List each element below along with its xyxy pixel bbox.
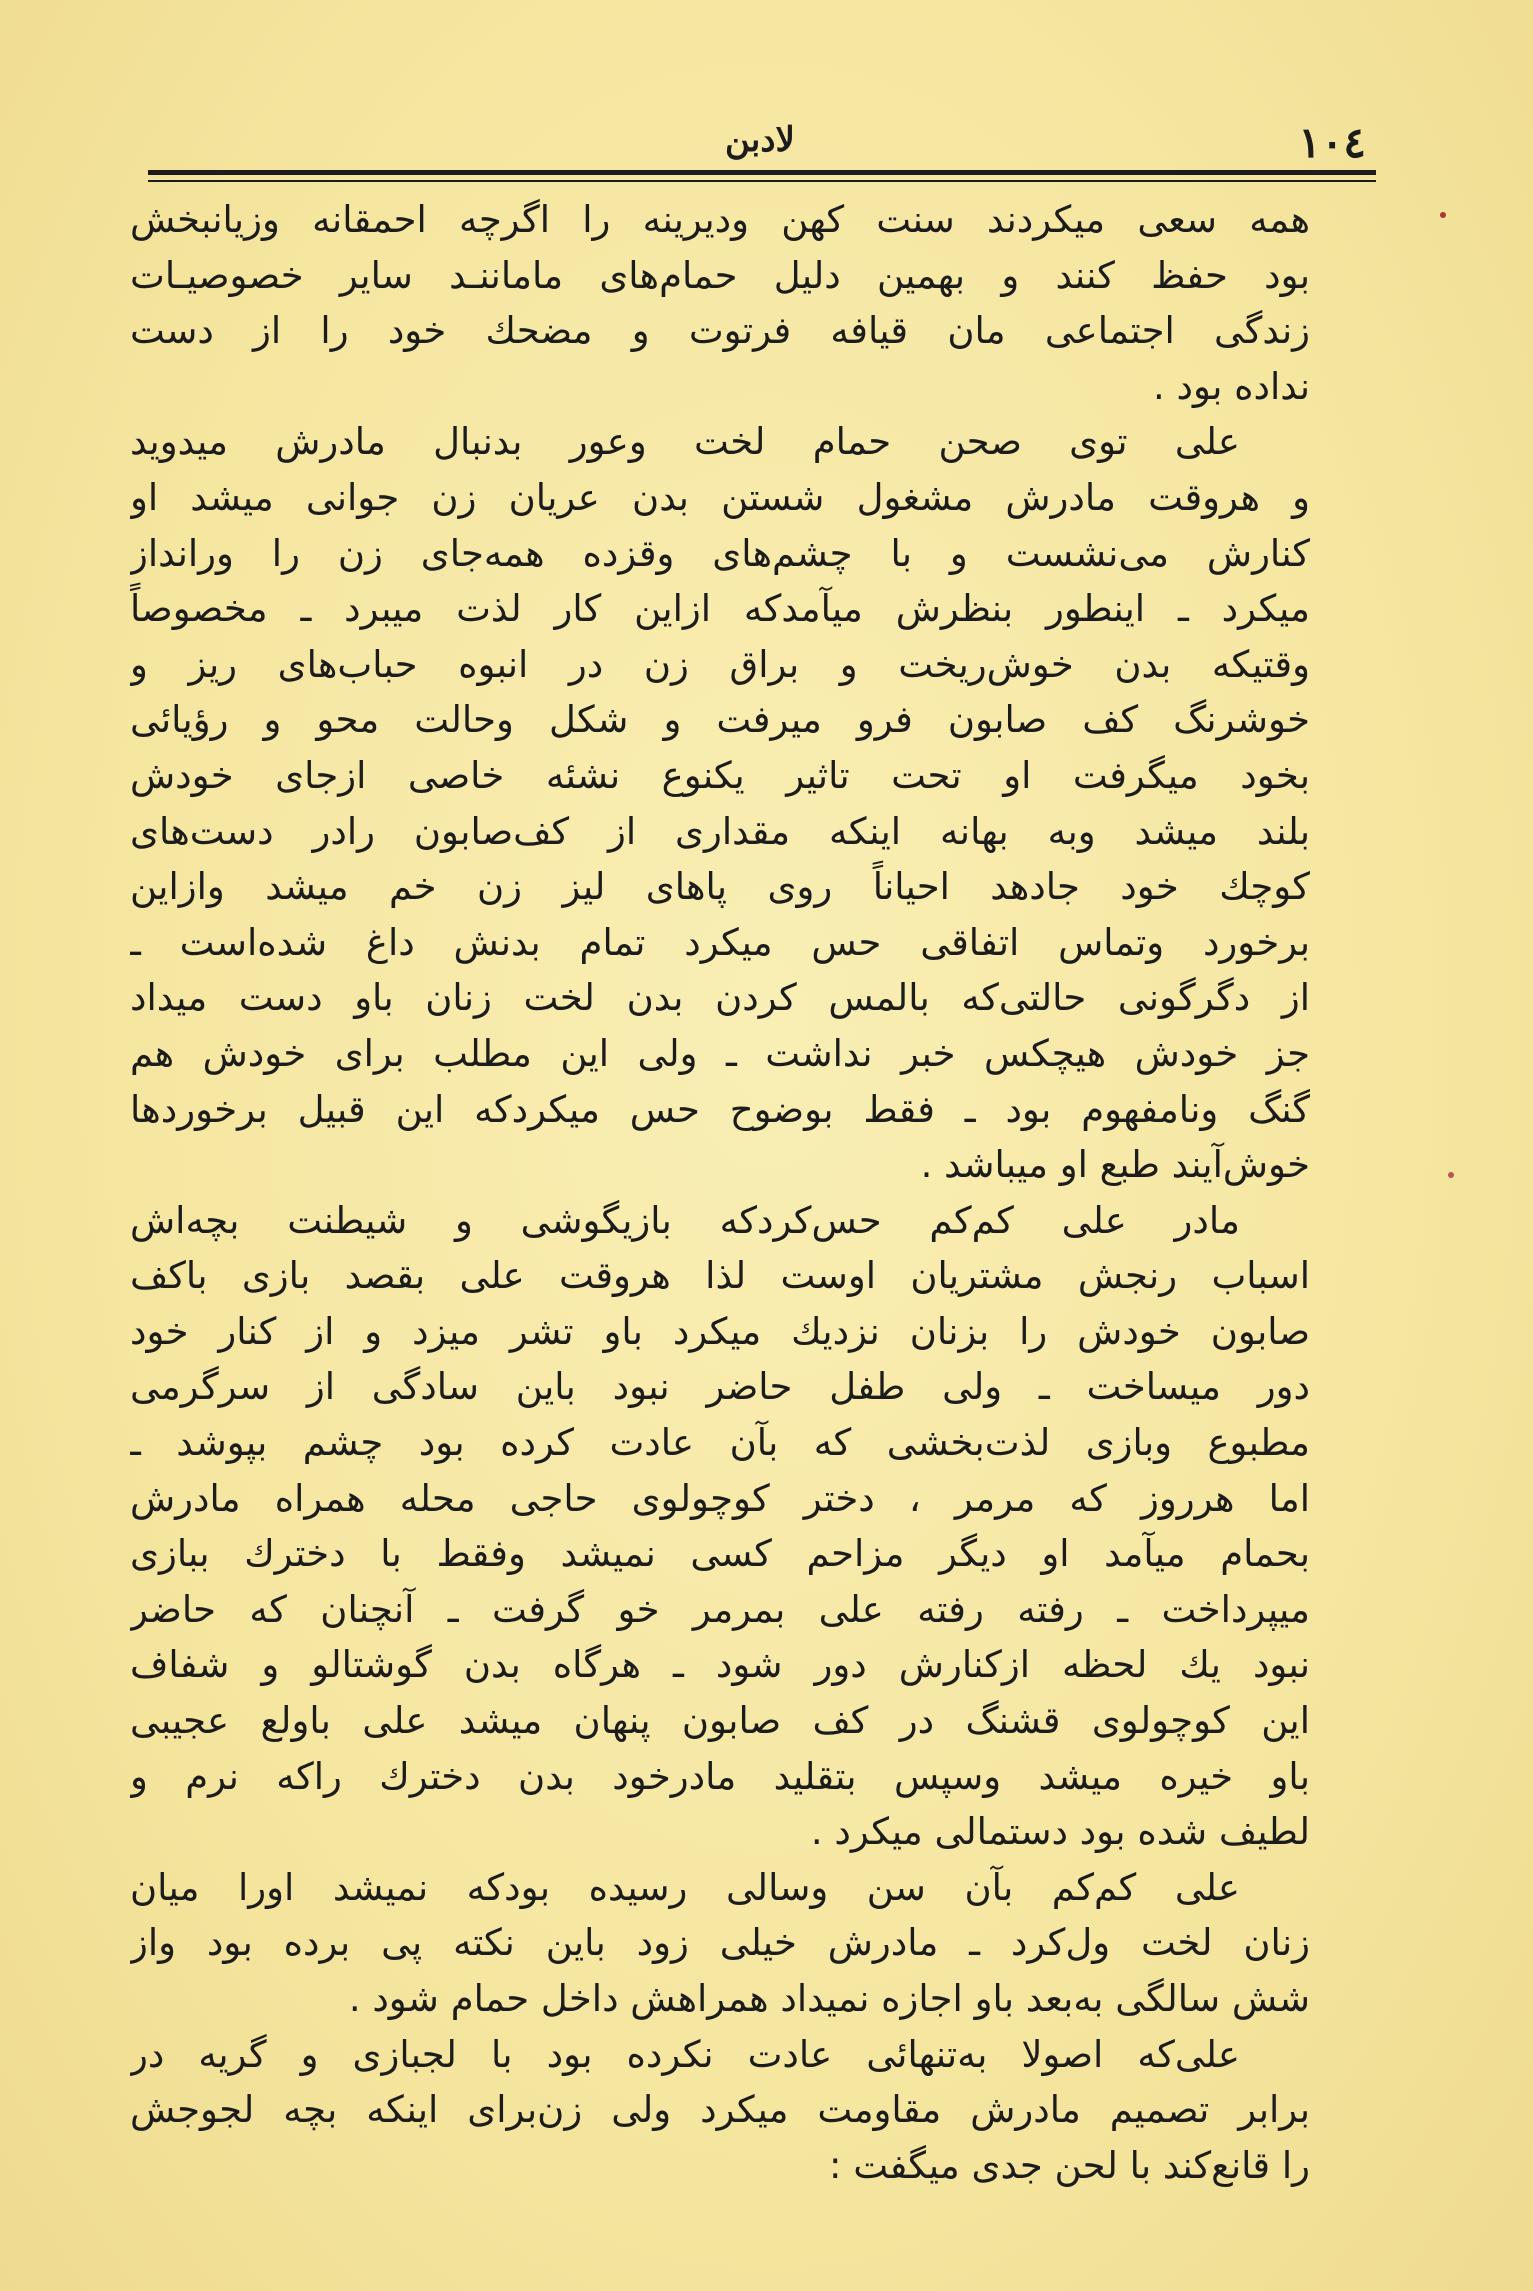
text-line: گنگ ونامفهوم بود ـ فقط بوضوح حس میکردکه این قبیل برخوردها (130, 1087, 1310, 1131)
text-line: از دگرگونی حالتی‌که بالمس کردن بدن لخت زنان باو دست میداد (130, 976, 1310, 1020)
paragraph (130, 1860, 1310, 2027)
text-line: بلند میشد وبه بهانه اینکه مقداری از کف‌صابون رادر دست‌های (130, 809, 1310, 853)
text-line: کوچك خود جادهد احیاناً روی پاهای لیز زن خم میشد وازاین (130, 865, 1310, 909)
text-line: و هروقت مادرش مشغول شستن بدن عریان زن جوانی میشد او (130, 475, 1310, 519)
text-line: بحمام میآمد او دیگر مزاحم کسی نمیشد وفقط با دخترك ببازی (130, 1532, 1310, 1576)
text-line: علی کم‌کم بآن سن وسالی رسیده بودکه نمیشد اورا میان (130, 1865, 1240, 1909)
page-number: ١٠٤ (1298, 118, 1366, 167)
text-line: را قانع‌کند با لحن جدی میگفت : (829, 2143, 1310, 2187)
header-rule-thick (148, 170, 1376, 175)
text-line: لطیف شده بود دستمالی میکرد . (810, 1810, 1310, 1854)
text-line: کنارش می‌نشست و با چشم‌های وقزده همه‌جای زن را ورانداز (130, 531, 1310, 575)
text-line: باو خیره میشد وسپس بتقلید مادرخود بدن دخترك راکه نرم و (130, 1754, 1310, 1798)
text-line: همه سعی میکردند سنت کهن ودیرینه را اگرچه احمقانه وزیانبخش (130, 198, 1310, 241)
text-line: زندگی اجتماعی مان قیافه فرتوت و مضحك خود را از دست (130, 309, 1310, 353)
text-line: این کوچولوی قشنگ در کف صابون پنهان میشد علی باولع عجیبی (130, 1699, 1310, 1743)
text-line: زنان لخت ول‌کرد ـ مادرش خیلی زود باین نکته پی برده بود واز (130, 1921, 1310, 1965)
text-line: میکرد ـ اینطور بنظرش میآمدکه ازاین کار لذت میبرد ـ مخصوصاً (130, 587, 1310, 631)
paragraph (130, 1193, 1310, 1860)
text-line: برابر تصمیم مادرش مقاومت میکرد ولی زن‌برای اینکه بچه لجوجش (130, 2088, 1310, 2132)
paragraph (130, 414, 1310, 1192)
text-line: برخورد وتماس اتفاقی حس میکرد تمام بدنش داغ شده‌است ـ (130, 920, 1310, 964)
text-line: شش سالگی به‌بعد باو اجازه نمیداد همراهش داخل حمام شود . (348, 1977, 1310, 2020)
text-line: نداده بود . (1152, 364, 1310, 408)
text-line: دور میساخت ـ ولی طفل حاضر نبود باین سادگی از سرگرمی (130, 1365, 1310, 1409)
text-line: میپرداخت ـ رفته رفته علی بمرمر خو گرفت ـ آنچنان که حاضر (130, 1587, 1310, 1631)
paper-speck (1448, 1172, 1454, 1178)
text-line: اما هرروز که مرمر ، دختر کوچولوی حاجی محله همراه مادرش (130, 1476, 1310, 1520)
text-line: جز خودش هیچکس خبر نداشت ـ ولی این مطلب برای خودش هم (130, 1031, 1310, 1075)
text-line: خوش‌آیند طبع او میباشد . (920, 1143, 1310, 1187)
text-line: علی توی صحن حمام لخت وعور بدنبال مادرش میدوید (130, 420, 1240, 464)
paragraph (130, 2027, 1310, 2194)
paper-speck (1440, 212, 1446, 218)
text-line: علی‌که اصولا به‌تنهائی عادت نکرده بود با لجبازی و گریه در (130, 2032, 1240, 2076)
header-rule-thin (148, 180, 1376, 182)
text-line: بخود میگرفت او تحت تاثیر یکنوع نشئه خاصی ازجای خودش (130, 753, 1310, 797)
text-line: مطبوع وبازی لذت‌بخشی که بآن عادت کرده بود چشم بپوشد ـ (130, 1421, 1310, 1465)
paragraph (130, 192, 1310, 414)
text-line: نبود یك لحظه ازکنارش دور شود ـ هرگاه بدن گوشتالو و شفاف (130, 1643, 1310, 1687)
body-text (130, 192, 1310, 2193)
text-line: خوشرنگ کف صابون فرو میرفت و شکل وحالت محو و رؤیائی (130, 698, 1310, 742)
text-line: بود حفظ کنند و بهمین دلیل حمام‌های ماماننـد سایر خصوصیـات (130, 253, 1310, 297)
text-line: وقتیکه بدن خوش‌ریخت و براق زن در انبوه حباب‌های ریز و (130, 642, 1310, 686)
page-header (150, 118, 1370, 168)
running-title: لادبن (725, 120, 795, 160)
text-line: صابون خودش را بزنان نزدیك میکرد باو تشر میزد و از کنار خود (130, 1309, 1310, 1353)
text-line: اسباب رنجش مشتریان اوست لذا هروقت علی بقصد بازی باکف (130, 1254, 1310, 1298)
text-line: مادر علی کم‌کم حس‌کردکه بازیگوشی و شیطنت بچه‌اش (130, 1198, 1240, 1242)
